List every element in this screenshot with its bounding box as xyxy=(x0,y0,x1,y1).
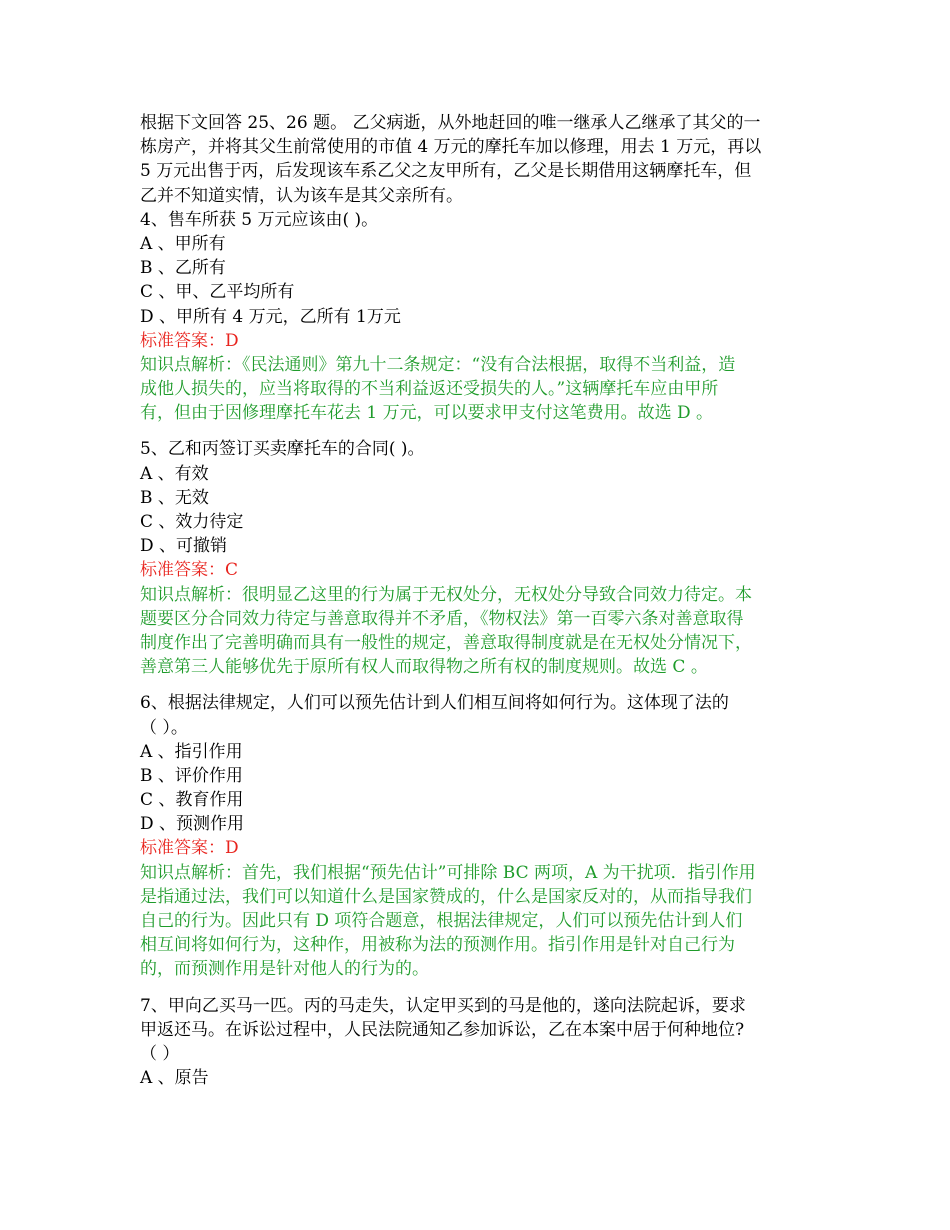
option-b: B 、乙所有 xyxy=(140,258,226,279)
option-b: B 、评价作用 xyxy=(140,765,243,786)
option-a: A 、甲所有 xyxy=(140,233,226,254)
question-text: （ ）。 xyxy=(140,717,188,738)
question-5 xyxy=(140,437,810,679)
explanation-line: 相互间将如何行为，这种作，用被称为法的预测作用。指引作用是针对自己行为 xyxy=(140,935,735,956)
intro-line: 根据下文回答 25、26 题。 乙父病逝，从外地赶回的唯一继承人乙继承了其父的一 xyxy=(140,113,761,133)
option-c: C 、教育作用 xyxy=(140,790,244,811)
explanation-line: 成他人损失的，应当将取得的不当利益返还受损失的人。”这辆摩托车应由甲所 xyxy=(140,379,719,400)
explanation-line: 知识点解析：首先，我们根据“预先估计”可排除 BC 两项，A 为干扰项．指引作用 xyxy=(140,862,756,883)
option-d: D 、甲所有 4 万元，乙所有 1万元 xyxy=(140,306,401,327)
explanation-line: 善意第三人能够优先于原所有权人而取得物之所有权的制度规则。故选 C 。 xyxy=(140,657,708,678)
intro-paragraph xyxy=(140,111,810,208)
question-text: 7、甲向乙买马一匹。丙的马走失，认定甲买到的马是他的，遂向法院起诉，要求 xyxy=(140,995,746,1016)
question-4 xyxy=(140,208,810,426)
explanation-line: 是指通过法，我们可以知道什么是国家赞成的，什么是国家反对的，从而指导我们 xyxy=(140,886,752,907)
standard-answer: 标准答案：C xyxy=(140,560,239,581)
explanation-line: 制度作出了完善明确而具有一般性的规定，善意取得制度就是在无权处分情况下， xyxy=(140,632,752,653)
option-a: A 、原告 xyxy=(140,1068,209,1089)
explanation-line: 知识点解析：很明显乙这里的行为属于无权处分，无权处分导致合同效力待定。本 xyxy=(140,584,752,605)
option-c: C 、效力待定 xyxy=(140,512,244,532)
spacer xyxy=(140,982,810,994)
intro-line: 栋房产，并将其父生前常使用的市值 4 万元的摩托车加以修理，用去 1 万元，再以 xyxy=(140,137,762,158)
spacer xyxy=(140,425,810,437)
question-6 xyxy=(140,691,810,981)
explanation-line: 的，而预测作用是针对他人的行为的。 xyxy=(140,959,429,980)
question-text: 6、根据法律规定，人们可以预先估计到人们相互间将如何行为。这体现了法的 xyxy=(140,693,729,714)
question-text: （ ） xyxy=(140,1043,180,1064)
question-text: 甲返还马。在诉讼过程中，人民法院通知乙参加诉讼，乙在本案中居于何种地位? xyxy=(140,1019,745,1040)
question-text: 5、乙和丙签订买卖摩托车的合同( )。 xyxy=(140,439,425,460)
option-c: C 、甲、乙平均所有 xyxy=(140,282,295,303)
question-7 xyxy=(140,994,810,1091)
option-b: B 、无效 xyxy=(140,487,209,508)
standard-answer: 标准答案：D xyxy=(140,838,239,859)
question-text: 4、售车所获 5 万元应该由( )。 xyxy=(140,209,379,230)
explanation-line: 自己的行为。因此只有 D 项符合题意，根据法律规定，人们可以预先估计到人们 xyxy=(140,911,743,931)
option-d: D 、预测作用 xyxy=(140,814,245,835)
spacer xyxy=(140,679,810,691)
option-d: D 、可撤销 xyxy=(140,536,228,557)
explanation-line: 题要区分合同效力待定与善意取得并不矛盾，《物权法》第一百零六条对善意取得 xyxy=(140,608,744,629)
option-a: A 、指引作用 xyxy=(140,741,243,762)
intro-line: 5 万元出售于丙，后发现该车系乙父之友甲所有，乙父是长期借用这辆摩托车，但 xyxy=(140,161,752,182)
option-a: A 、有效 xyxy=(140,463,209,484)
explanation-line: 有，但由于因修理摩托车花去 1 万元，可以要求甲支付这笔费用。故选 D 。 xyxy=(140,403,714,424)
document-page xyxy=(140,111,810,1090)
explanation-line: 知识点解析：《民法通则》第九十二条规定：“没有合法根据，取得不当利益，造 xyxy=(140,354,736,375)
standard-answer: 标准答案：D xyxy=(140,330,239,351)
intro-line: 乙并不知道实情，认为该车是其父亲所有。 xyxy=(140,185,463,206)
